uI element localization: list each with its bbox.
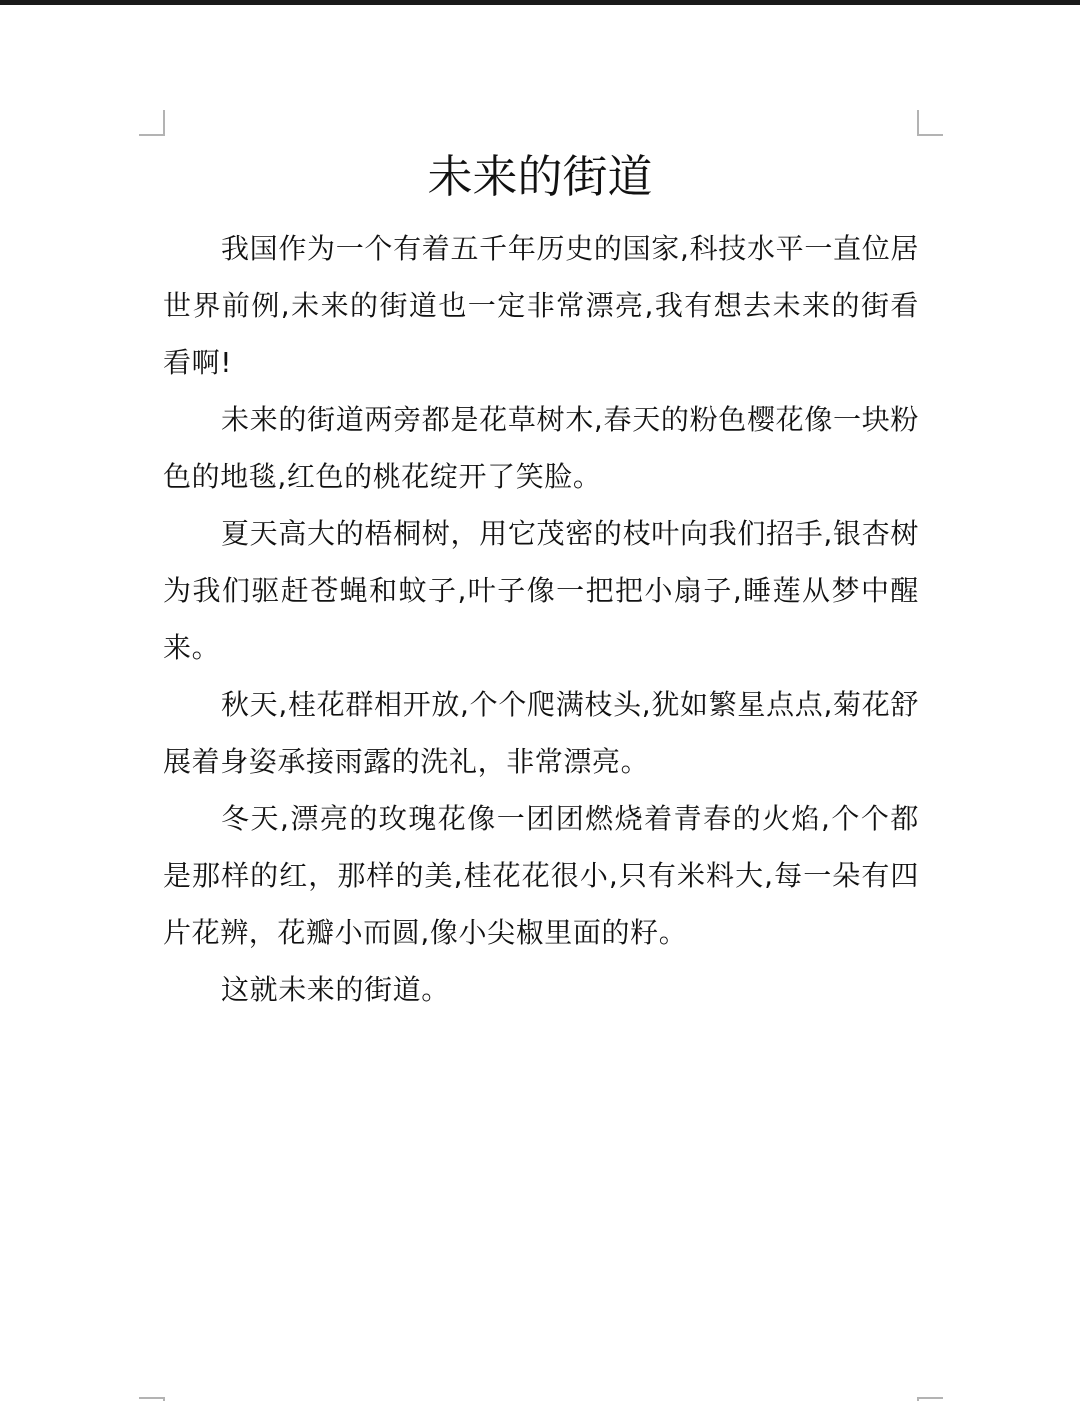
paragraph: 夏天高大的梧桐树，用它茂密的枝叶向我们招手,银杏树为我们驱赶苍蝇和蚊子,叶子像一把把小扇子,睡莲从梦中醒来。 <box>163 517 919 664</box>
paragraph: 未来的街道两旁都是花草树木,春天的粉色樱花像一块粉色的地毯,红色的桃花绽开了笑脸。 <box>163 403 919 493</box>
margin-corner-top-right <box>917 110 943 136</box>
paragraph: 秋天,桂花群相开放,个个爬满枝头,犹如繁星点点,菊花舒展着身姿承接雨露的洗礼，非常漂亮。 <box>163 688 919 778</box>
document-title: 未来的街道 <box>427 150 653 203</box>
top-status-bar <box>0 0 1080 5</box>
margin-corner-bottom-left <box>139 1397 165 1401</box>
margin-corner-bottom-right <box>917 1397 943 1401</box>
document-body[interactable] <box>163 220 919 1018</box>
margin-corner-top-left <box>139 110 165 136</box>
paragraph: 这就未来的街道。 <box>221 973 450 1006</box>
paragraph: 我国作为一个有着五千年历史的国家,科技水平一直位居世界前例,未来的街道也一定非常漂亮,我有想去未来的街看看啊! <box>163 232 919 379</box>
paragraph: 冬天,漂亮的玫瑰花像一团团燃烧着青春的火焰,个个都是那样的红，那样的美,桂花花很小,只有米料大,每一朵有四片花辨，花瓣小而圆,像小尖椒里面的籽。 <box>163 802 919 949</box>
